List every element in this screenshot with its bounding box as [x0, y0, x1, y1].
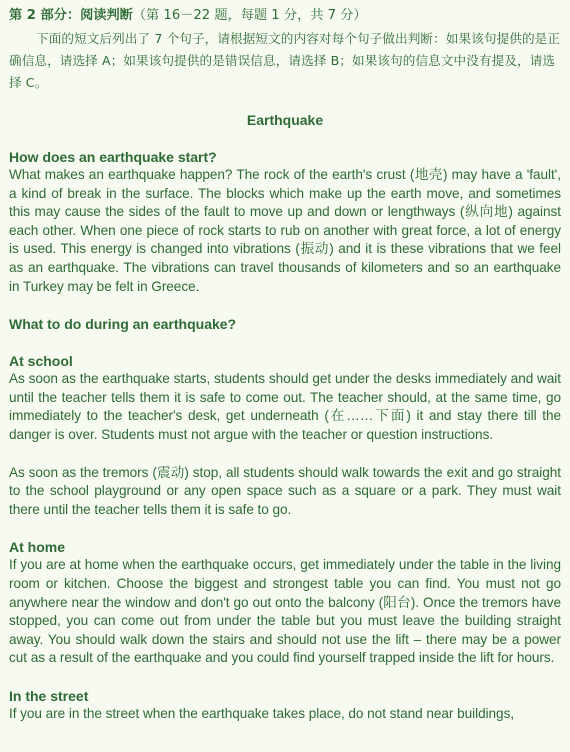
section-heading-at-school: At school [9, 353, 73, 370]
paragraph-at-school-2: As soon as the tremors (震动) stop, all students should walk towards the exit and go straight to the school playground or any open space such as a square or a park. They must wait there until the teacher tells them it is safe to go. [9, 464, 561, 517]
part-note: （第 16－22 题，每题 1 分，共 7 分） [132, 8, 367, 23]
paragraph-at-home: If you are at home when the earthquake occurs, get immediately under the table in the living room or kitchen. Choose the biggest and strongest table you can find. You must not go anywhere near the window and don't go out onto the balcony (阳台). Once the tremors have stopped, you can come out from under the table but you must leave the building straight away. You should walk down the stairs and should not use the lift – there may be a power cut as a result of the earthquake and you could find yourself trapped inside the lift for hours. [9, 557, 561, 666]
section-heading-in-the-street: In the street [9, 687, 89, 704]
paragraph-at-school-1: As soon as the earthquake starts, students should get under the desks immediately and wait until the teacher tells them it is safe to come out. The teacher should, at the same time, go immediately to the teacher's desk, get underneath (在……下面) it and stay there till the danger is over. Students must not argue with the teacher or question instructions. [9, 371, 561, 442]
paragraph-earthquake-start: What makes an earthquake happen? The rock of the earth's crust (地壳) may have a 'fault', a kind of break in the surface. The blocks which make up the earth move, and sometimes this may cause the sides of the fault to move up and down or lengthways (纵向地) against each other. When one piece of rock starts to rub on another with great force, a lot of energy is used. This energy is changed into vibrations (振动) and it is these vibrations that we feel as an earthquake. The vibrations can travel thousands of kilometers and so an earthquake in Turkey may be felt in Greece. [9, 167, 561, 294]
section-heading-what-to-do: What to do during an earthquake? [9, 316, 237, 333]
instructions: 下面的短文后列出了 7 个句子，请根据短文的内容对每个句子做出判断：如果该句提供的是正确信息，请选择 A；如果该句提供的是错误信息，请选择 B；如果该句的信息文中没有提及，请选择 C。 [9, 31, 561, 90]
paragraph-in-the-street: If you are in the street when the earthquake takes place, do not stand near buildings, [9, 705, 515, 721]
section-heading-earthquake-start: How does an earthquake start? [9, 149, 217, 165]
article-title: Earthquake [246, 112, 324, 128]
part-label: 第 2 部分：阅读判断 [9, 8, 133, 23]
section-header [9, 6, 561, 26]
section-heading-at-home: At home [9, 539, 65, 556]
